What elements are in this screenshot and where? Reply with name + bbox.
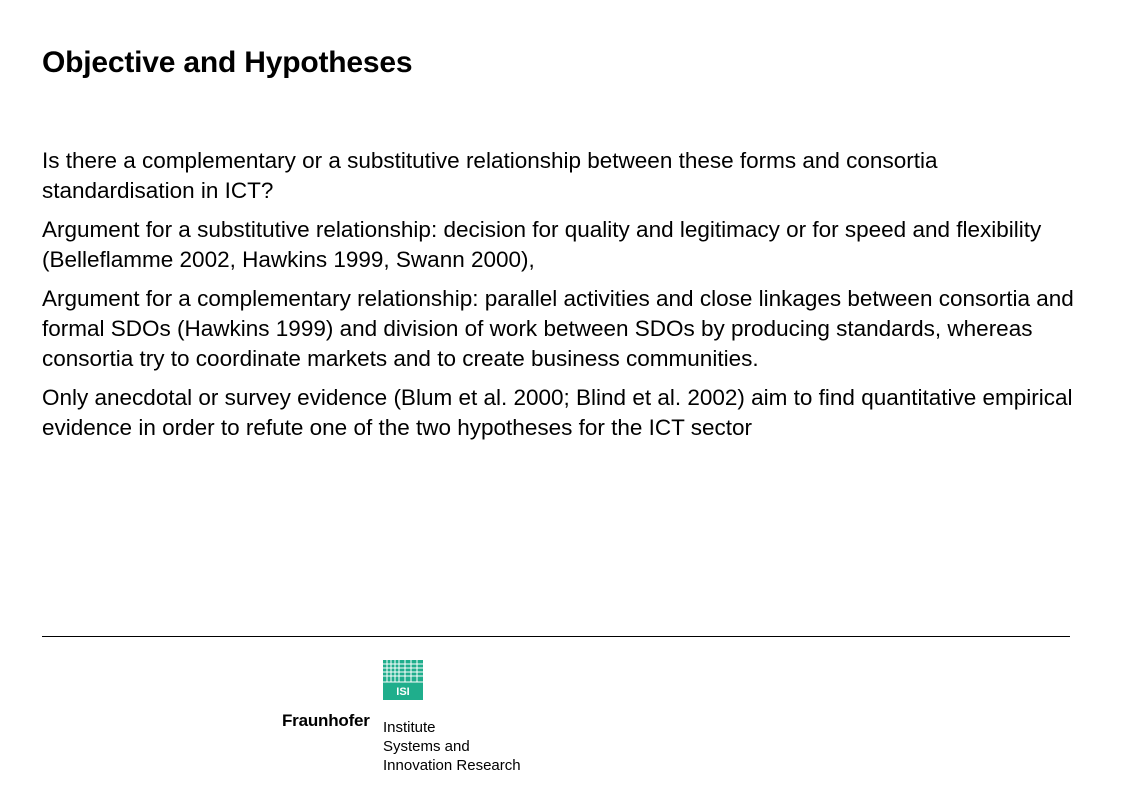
logo-institute-line: Institute: [383, 719, 436, 736]
slide-title: Objective and Hypotheses: [42, 46, 413, 79]
paragraph-evidence: Only anecdotal or survey evidence (Blum et al. 2000; Blind et al. 2002) aim to find quantitative empirical evidence in order to refute one of the two hypotheses for the ICT sector: [42, 385, 1073, 440]
logo-mark-text: ISI: [396, 686, 410, 698]
isi-logo-icon: [383, 660, 423, 700]
footer-divider: [42, 636, 1070, 637]
slide-body: [42, 146, 1082, 452]
paragraph-substitutive-argument: Argument for a substitutive relationship: decision for quality and legitimacy or for speed and flexibility (Belleflamme 2002, Hawkins 1999, Swann 2000),: [42, 217, 1042, 272]
logo-institute-line: Systems and: [383, 738, 470, 755]
logo-institute-line: Innovation Research: [383, 757, 521, 774]
fraunhofer-isi-logo: [282, 660, 542, 785]
paragraph-research-question: Is there a complementary or a substitutive relationship between these forms and consortia standardisation in ICT?: [42, 148, 938, 203]
logo-brand-name: Fraunhofer: [282, 711, 370, 730]
paragraph-complementary-argument: Argument for a complementary relationship: parallel activities and close linkages between consortia and formal SDOs (Hawkins 1999) and division of work between SDOs by producing standards, whereas consortia try to coordinate markets and to create business communities.: [42, 286, 1074, 371]
logo-institute-name: [383, 718, 521, 775]
